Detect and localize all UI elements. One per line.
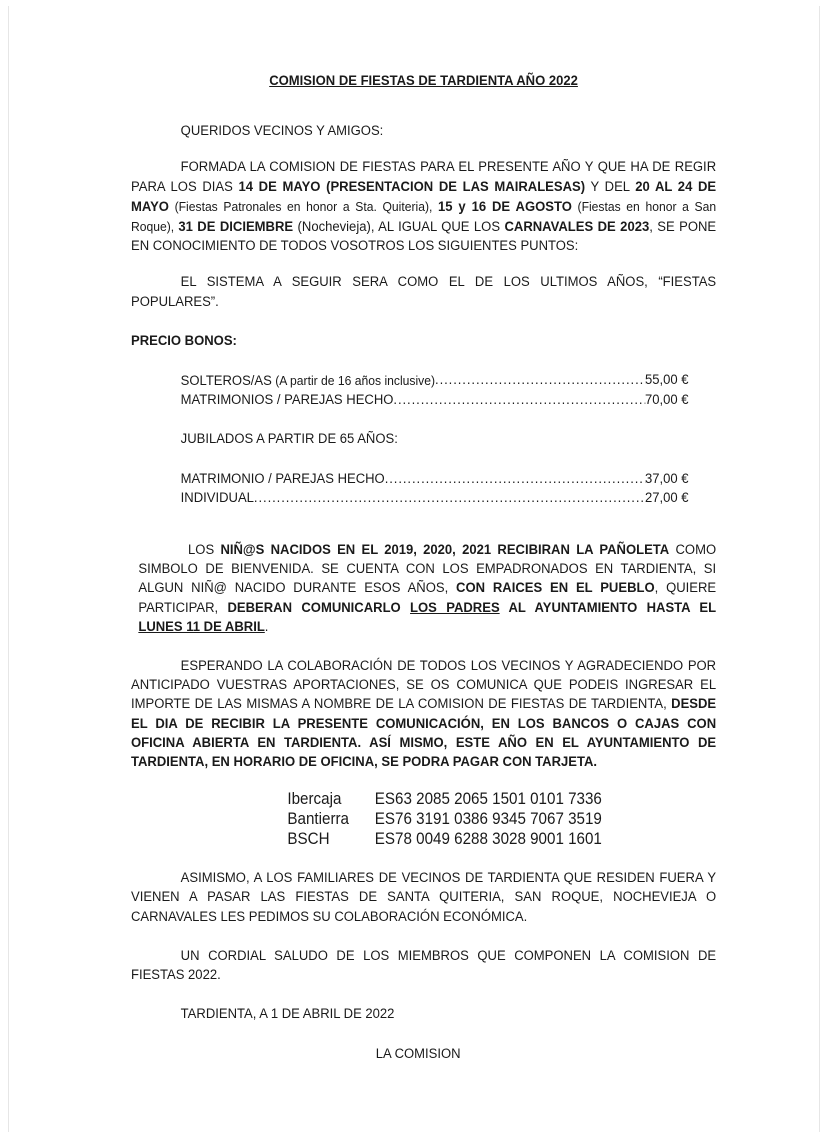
signature: LA COMISION <box>375 1045 461 1062</box>
bank-row: Ibercaja ES63 2085 2065 1501 0101 7336 <box>287 790 602 809</box>
esperando-paragraph: ESPERANDO LA COLABORACIÓN DE TODOS LOS VECINOS Y AGRADECIENDO POR ANTICIPADO VUESTRAS APORTACIONES, SE OS COMUNICA QUE PODEIS INGRESAR EL IMPORTE DE LAS MISMAS A NOMBRE DE LA COMISION DE FIESTAS DE TARDIENTA, DESDE EL DIA DE RECIBIR LA PRESENTE COMUNICACIÓN, EN LOS BANCOS O CAJAS CON OFICINA ABIERTA EN TARDIENTA. ASÍ MISMO, ESTE AÑO EN EL AYUNTAMIENTO DE TARDIENTA, EN HORARIO DE OFICINA, SE PODRA PAGAR CON TARJETA. <box>131 658 717 771</box>
leader-dots <box>385 470 645 489</box>
precio-heading: PRECIO BONOS: <box>131 332 237 349</box>
document-title: COMISION DE FIESTAS DE TARDIENTA AÑO 2022 <box>269 73 578 89</box>
saludo-paragraph: UN CORDIAL SALUDO DE LOS MIEMBROS QUE COMPONEN LA COMISION DE FIESTAS 2022. <box>131 947 717 984</box>
price-row-jubilados-matrimonio: MATRIMONIO / PAREJAS HECHO ..... 37,00 € <box>131 470 689 489</box>
system-paragraph: EL SISTEMA A SEGUIR SERA COMO EL DE LOS ULTIMOS AÑOS, “FIESTAS POPULARES”. <box>131 274 717 310</box>
price-value: 37,00 € <box>644 470 689 487</box>
leader-dots <box>435 371 645 391</box>
leader-dots <box>254 489 645 508</box>
document-page <box>8 6 820 1132</box>
price-list <box>131 371 716 410</box>
greeting: QUERIDOS VECINOS Y AMIGOS: <box>180 123 384 140</box>
price-value: 70,00 € <box>644 392 689 409</box>
leader-dots <box>393 391 645 410</box>
price-value: 55,00 € <box>644 372 689 389</box>
document-body <box>131 72 716 1064</box>
jubilados-price-list <box>131 470 716 508</box>
price-row-jubilados-individual: INDIVIDUAL ..... 27,00 € <box>131 489 689 508</box>
price-row-solteros: SOLTEROS/AS (A partir de 16 años inclusive) ..... 55,00 € <box>131 371 689 391</box>
intro-paragraph: FORMADA LA COMISION DE FIESTAS PARA EL PRESENTE AÑO Y QUE HA DE REGIR PARA LOS DIAS 14 DE MAYO (PRESENTACION DE LAS MAIRALESAS) Y DEL 20 AL 24 DE MAYO (Fiestas Patronales en honor a Sta. Quiteria), 15 y 16 DE AGOSTO (Fiestas en honor a San Roque), 31 DE DICIEMBRE (Nochevieja), AL IGUAL QUE LOS CARNAVALES DE 2023, SE PONE EN CONOCIMIENTO DE TODOS VOSOTROS LOS SIGUIENTES PUNTOS: <box>131 159 717 255</box>
date-line: TARDIENTA, A 1 DE ABRIL DE 2022 <box>180 1006 395 1023</box>
bank-row: Bantierra ES76 3191 0386 9345 7067 3519 <box>287 810 602 829</box>
price-value: 27,00 € <box>644 489 689 506</box>
asimismo-paragraph: ASIMISMO, A LOS FAMILIARES DE VECINOS DE TARDIENTA QUE RESIDEN FUERA Y VIENEN A PASAR LAS FIESTAS DE SANTA QUITERIA, SAN ROQUE, NOCHEVIEJA O CARNAVALES LES PEDIMOS SU COLABORACIÓN ECONÓMICA. <box>131 870 717 925</box>
jubilados-heading: JUBILADOS A PARTIR DE 65 AÑOS: <box>180 431 398 448</box>
bank-accounts <box>287 789 716 849</box>
price-row-matrimonios: MATRIMONIOS / PAREJAS HECHO ..... 70,00 € <box>131 391 689 410</box>
bank-row: BSCH ES78 0049 6288 3028 9001 1601 <box>287 830 602 849</box>
ninos-paragraph: LOS NIÑ@S NACIDOS EN EL 2019, 2020, 2021 RECIBIRAN LA PAÑOLETA COMO SIMBOLO DE BIENVENIDA. SE CUENTA CON LOS EMPADRONADOS EN TARDIENTA, SI ALGUN NIÑ@ NACIDO DURANTE ESOS AÑOS, CON RAICES EN EL PUEBLO, QUIERE PARTICIPAR, DEBERAN COMUNICARLO LOS PADRES AL AYUNTAMIENTO HASTA EL LUNES 11 DE ABRIL. <box>138 542 717 635</box>
